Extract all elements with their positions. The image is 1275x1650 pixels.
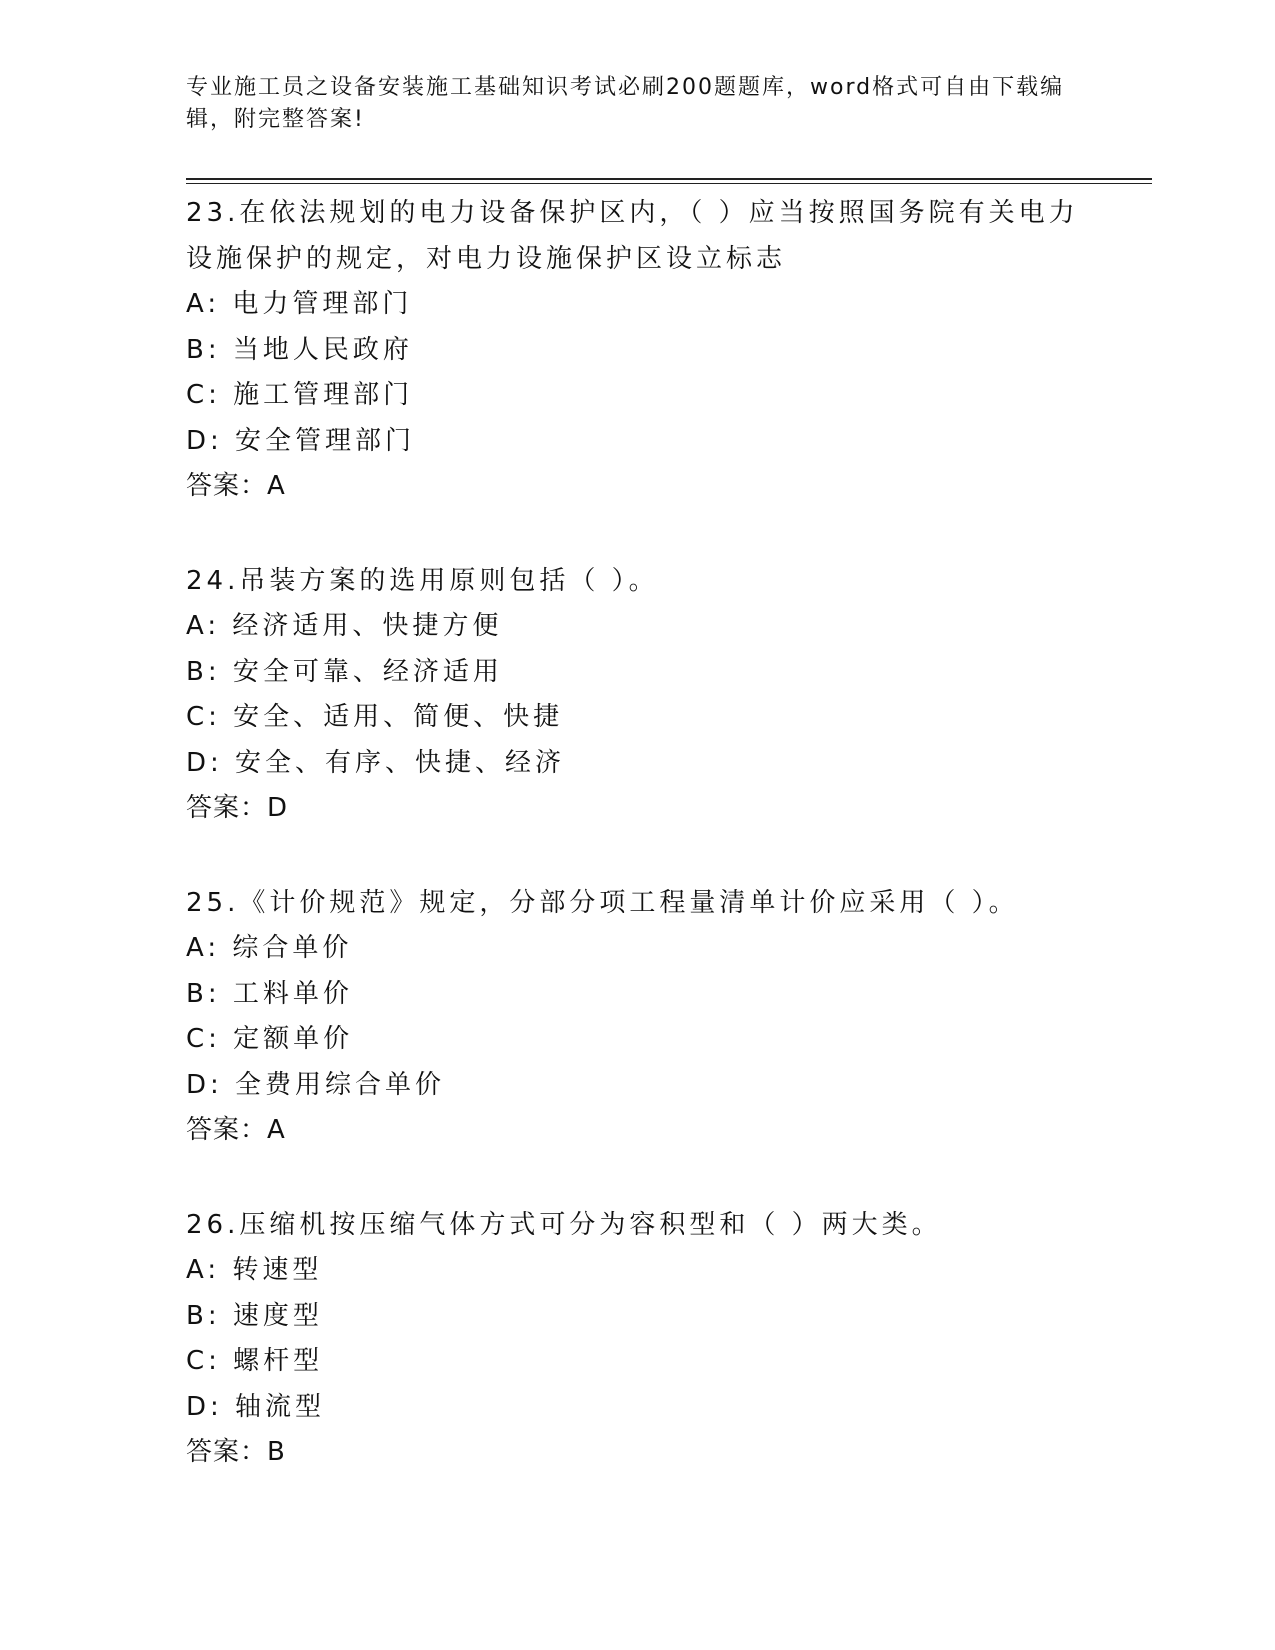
answer: 答案：B (186, 1437, 286, 1467)
answer: 答案：D (186, 793, 289, 823)
header-divider-thin (186, 183, 1152, 184)
document-header-title: 专业施工员之设备安装施工基础知识考试必刷200题题库，word格式可自由下载编辑，附完整答案! (186, 75, 1065, 132)
option-a: A: 综合单价 (186, 933, 353, 963)
option-a: A: 电力管理部门 (186, 289, 413, 319)
answer: 答案：A (186, 1115, 286, 1145)
option-d: D: 全费用综合单价 (186, 1069, 446, 1100)
question-stem: 26.压缩机按压缩气体方式可分为容积型和（ ）两大类。 (186, 1210, 942, 1240)
option-c: C: 螺杆型 (186, 1346, 324, 1376)
question-25 (186, 880, 1086, 1153)
option-b: B: 速度型 (186, 1300, 323, 1331)
option-b: B: 当地人民政府 (186, 334, 413, 365)
question-24 (186, 558, 1086, 831)
option-c: C: 施工管理部门 (186, 380, 414, 410)
option-d: D: 安全、有序、快捷、经济 (186, 747, 566, 778)
question-list (186, 190, 1086, 1524)
option-a: A: 转速型 (186, 1255, 323, 1285)
option-c: C: 安全、适用、简便、快捷 (186, 702, 564, 732)
option-d: D: 轴流型 (186, 1391, 326, 1422)
question-stem: 25.《计价规范》规定，分部分项工程量清单计价应采用（ ）。 (186, 888, 1019, 918)
option-b: B: 工料单价 (186, 978, 353, 1009)
option-b: B: 安全可靠、经济适用 (186, 656, 503, 687)
header-divider-thick (186, 178, 1152, 180)
option-d: D: 安全管理部门 (186, 425, 416, 456)
question-23 (186, 190, 1086, 509)
option-c: C: 定额单价 (186, 1024, 354, 1054)
question-26 (186, 1202, 1086, 1475)
question-stem: 23.在依法规划的电力设备保护区内，（ ）应当按照国务院有关电力设施保护的规定，对电力设施保护区设立标志 (186, 198, 1079, 274)
question-stem: 24.吊装方案的选用原则包括（ ）。 (186, 566, 659, 596)
option-a: A: 经济适用、快捷方便 (186, 611, 503, 641)
answer: 答案：A (186, 471, 286, 501)
